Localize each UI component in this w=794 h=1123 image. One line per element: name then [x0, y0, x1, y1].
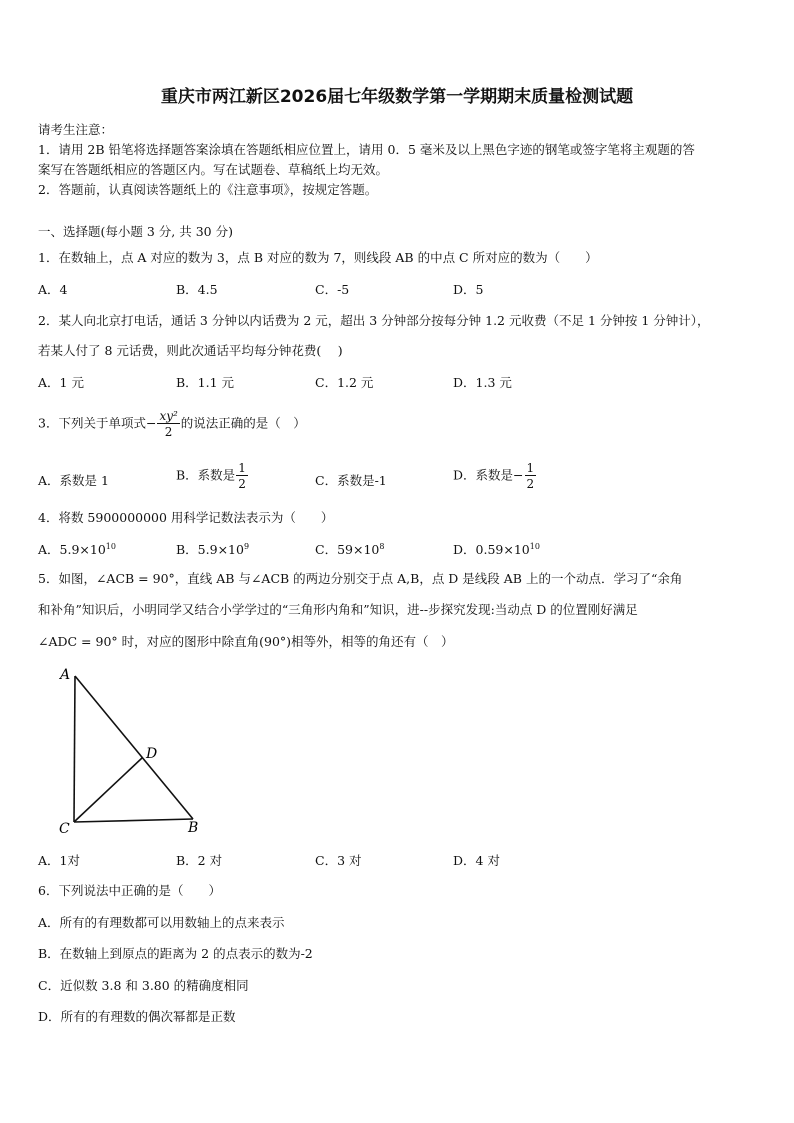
question-4-option-a	[38, 543, 116, 557]
question-5-line-2: 和补角”知识后，小明同学又结合小学学过的“三角形内角和”知识，进--步探究发现:当动点 D 的位置刚好满足	[38, 602, 638, 617]
option-d-exponent: 10	[529, 542, 540, 551]
question-3-option-c: C．系数是-1	[315, 473, 387, 488]
option-b-fraction	[236, 462, 248, 490]
option-d-fraction	[525, 462, 537, 490]
question-5-option-d: D．4 对	[453, 853, 500, 868]
question-3-option-a: A．系数是 1	[38, 473, 109, 488]
question-2-option-d: D．1.3 元	[453, 375, 512, 390]
option-c-base: C．59×10	[315, 542, 380, 558]
question-5-option-c: C．3 对	[315, 853, 362, 868]
notice-item-1-line-1: 1．请用 2B 铅笔将选择题答案涂填在答题纸相应位置上，请用 0．5 毫米及以上黑色字迹的钢笔或签字笔将主观题的答	[38, 142, 695, 157]
notice-heading: 请考生注意：	[38, 122, 114, 137]
question-2-line-2: 若某人付了 8 元话费，则此次通话平均每分钟花费( )	[38, 343, 343, 358]
label-b: B	[188, 820, 199, 836]
question-5-option-b: B．2 对	[176, 853, 223, 868]
question-2-option-c: C．1.2 元	[315, 375, 374, 390]
question-1-option-c: C．-5	[315, 282, 350, 297]
question-4-option-c	[315, 543, 384, 557]
question-2-option-a: A．1 元	[38, 375, 84, 390]
segment-ac	[74, 676, 75, 822]
question-3-fraction	[157, 410, 179, 438]
label-c: C	[59, 821, 70, 837]
label-d: D	[146, 746, 158, 762]
question-6-option-d: D．所有的有理数的偶次幂都是正数	[38, 1009, 236, 1024]
question-3-stem	[38, 410, 306, 438]
question-3-option-d	[453, 462, 537, 490]
option-b-text: B．系数是	[176, 467, 236, 483]
section-heading: 一、选择题(每小题 3 分, 共 30 分)	[38, 224, 233, 239]
question-4-stem: 4．将数 5900000000 用科学记数法表示为（ ）	[38, 510, 334, 525]
page-title: 重庆市两江新区2026届七年级数学第一学期期末质量检测试题	[160, 87, 634, 107]
question-4-option-b	[176, 543, 249, 557]
fraction-numerator: xy²	[159, 409, 178, 423]
question-1-stem: 1．在数轴上，点 A 对应的数为 3，点 B 对应的数为 7，则线段 AB 的中点 C 所对应的数为（ ）	[38, 250, 598, 265]
question-3-option-b	[176, 462, 249, 490]
option-a-exponent: 10	[105, 542, 116, 551]
fraction-numerator: 1	[526, 461, 535, 475]
question-1-option-a: A．4	[38, 282, 68, 297]
fraction-denominator: 2	[164, 425, 173, 439]
question-5-option-a: A．1对	[38, 853, 80, 868]
question-4-option-d	[453, 543, 540, 557]
question-6-option-a: A．所有的有理数都可以用数轴上的点来表示	[38, 915, 285, 930]
notice-item-2: 2．答题前，认真阅读答题纸上的《注意事项》，按规定答题。	[38, 182, 378, 197]
triangle-figure	[50, 662, 220, 842]
segment-cd	[74, 758, 142, 822]
question-6-stem: 6．下列说法中正确的是（ ）	[38, 883, 221, 898]
question-1-option-b: B．4.5	[176, 282, 218, 297]
question-5-line-1: 5．如图，∠ACB = 90°，直线 AB 与∠ACB 的两边分别交于点 A,B，点 D 是线段 AB 上的一个动点．学习了“余角	[38, 571, 683, 586]
label-a: A	[60, 667, 71, 683]
option-c-exponent: 8	[379, 542, 385, 551]
option-a-base: A．5.9×10	[38, 542, 106, 558]
question-5-line-3: ∠ADC = 90° 时，对应的图形中除直角(90°)相等外，相等的角还有（ ）	[38, 634, 454, 649]
fraction-denominator: 2	[238, 477, 246, 491]
segment-ab	[75, 676, 193, 819]
option-d-text: D．系数是−	[453, 467, 524, 483]
question-6-option-c: C．近似数 3.8 和 3.80 的精确度相同	[38, 978, 249, 993]
fraction-denominator: 2	[526, 477, 535, 491]
notice-item-1-line-2: 案写在答题纸相应的答题区内。写在试题卷、草稿纸上均无效。	[38, 162, 389, 177]
option-b-exponent: 9	[243, 542, 250, 551]
fraction-numerator: 1	[238, 461, 246, 475]
segment-cb	[74, 819, 193, 822]
question-3-suffix: 的说法正确的是（ ）	[180, 415, 306, 431]
option-b-base: B．5.9×10	[176, 542, 244, 558]
option-d-base: D．0.59×10	[453, 542, 530, 558]
question-3-prefix: 3．下列关于单项式−	[38, 415, 157, 431]
question-1-option-d: D．5	[453, 282, 484, 297]
question-2-option-b: B．1.1 元	[176, 375, 235, 390]
question-2-line-1: 2．某人向北京打电话，通话 3 分钟以内话费为 2 元，超出 3 分钟部分按每分钟 1.2 元收费（不足 1 分钟按 1 分钟计），	[38, 313, 710, 328]
question-6-option-b: B．在数轴上到原点的距离为 2 的点表示的数为-2	[38, 946, 313, 961]
